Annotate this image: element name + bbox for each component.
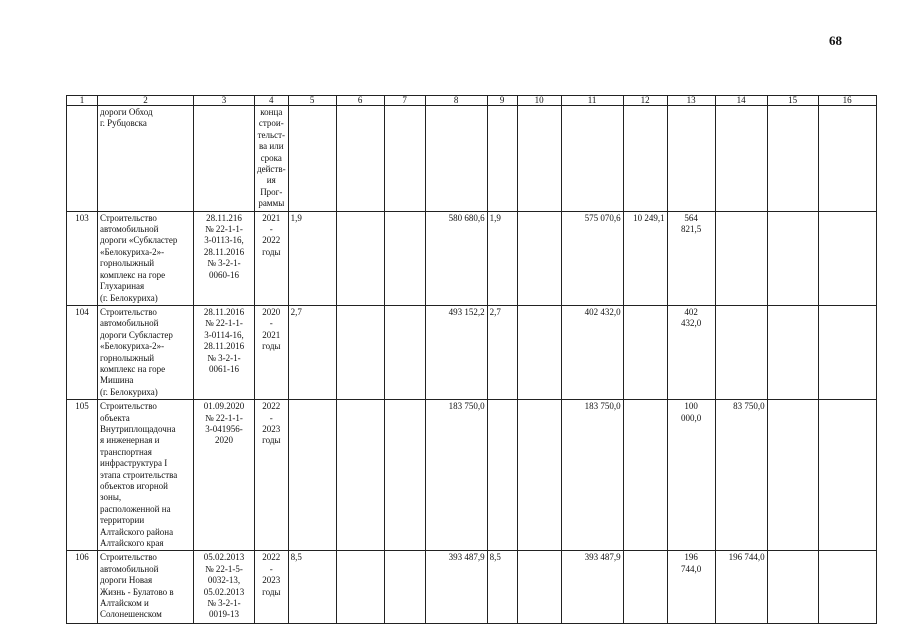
- table-cell-col-11: 575 070,6: [561, 211, 623, 305]
- table-cell-col-3: 05.02.2013 № 22-1-5- 0032-13, 05.02.2013 № 3-2-1- 0019-13: [194, 551, 255, 624]
- table-row: [67, 211, 877, 305]
- table-cell-col-14: 196 744,0: [715, 551, 767, 624]
- table-cell-col-2: Строительство автомобильной дороги Субкластер «Белокуриха-2»- горнолыжный комплекс на горе Мишина (г. Белокуриха): [98, 305, 194, 399]
- table-cell-col-13: 402 432,0: [667, 305, 715, 399]
- table-cell-col-15: [767, 106, 818, 212]
- table-cell-col-7: [384, 551, 425, 624]
- table-cell-col-16: [818, 551, 876, 624]
- table-cell-col-15: [767, 305, 818, 399]
- table-cell-col-11: 402 432,0: [561, 305, 623, 399]
- table-cell-col-4: 2022 - 2023 годы: [255, 551, 289, 624]
- table-cell-col-12: [623, 106, 667, 212]
- table-cell-col-16: [818, 305, 876, 399]
- table-cell-col-2: Строительство объекта Внутриплощадочна я инженерная и транспортная инфраструктура I этапа строительства объектов игорной зоны, расположенной на территории Алтайского района Алтайского края: [98, 400, 194, 551]
- column-number: 2: [98, 96, 194, 106]
- table-cell-col-8: 393 487,9: [425, 551, 487, 624]
- table-cell-col-9: [487, 106, 517, 212]
- table-cell-col-11: 393 487,9: [561, 551, 623, 624]
- table-row: [67, 106, 877, 212]
- table-cell-col-4: 2021 - 2022 годы: [255, 211, 289, 305]
- table-cell-col-5: 8,5: [288, 551, 336, 624]
- column-number: 8: [425, 96, 487, 106]
- column-number: 1: [67, 96, 98, 106]
- column-number: 16: [818, 96, 876, 106]
- table-cell-col-7: [384, 106, 425, 212]
- table-cell-col-8: 580 680,6: [425, 211, 487, 305]
- table-cell-col-10: [517, 400, 561, 551]
- table-cell-col-6: [336, 551, 384, 624]
- column-number: 15: [767, 96, 818, 106]
- table-cell-col-13: 196 744,0: [667, 551, 715, 624]
- column-number: 5: [288, 96, 336, 106]
- table-cell-col-9: 2,7: [487, 305, 517, 399]
- table-row: [67, 400, 877, 551]
- table-cell-col-16: [818, 211, 876, 305]
- table-row: [67, 551, 877, 624]
- table-cell-col-14: 83 750,0: [715, 400, 767, 551]
- table-cell-col-12: [623, 400, 667, 551]
- table-cell-col-6: [336, 305, 384, 399]
- column-number-row: [67, 96, 877, 106]
- column-number: 12: [623, 96, 667, 106]
- table-cell-col-10: [517, 305, 561, 399]
- table-cell-col-2: Строительство автомобильной дороги Новая Жизнь - Булатово в Алтайском и Солонешенском: [98, 551, 194, 624]
- table-cell-col-8: [425, 106, 487, 212]
- table-cell-col-13: 100 000,0: [667, 400, 715, 551]
- table-cell-col-1: [67, 106, 98, 212]
- table-cell-col-11: 183 750,0: [561, 400, 623, 551]
- table-cell-col-12: [623, 305, 667, 399]
- table-cell-col-10: [517, 551, 561, 624]
- table-cell-col-5: 1,9: [288, 211, 336, 305]
- column-number: 10: [517, 96, 561, 106]
- column-number: 6: [336, 96, 384, 106]
- table-cell-col-3: 28.11.216 № 22-1-1- 3-0113-16, 28.11.2016 № 3-2-1- 0060-16: [194, 211, 255, 305]
- column-number: 11: [561, 96, 623, 106]
- table-cell-col-9: 1,9: [487, 211, 517, 305]
- table-cell-col-10: [517, 211, 561, 305]
- table-cell-col-13: 564 821,5: [667, 211, 715, 305]
- table-cell-col-7: [384, 211, 425, 305]
- table-cell-col-6: [336, 106, 384, 212]
- table-cell-col-3: 28.11.2016 № 22-1-1- 3-0114-16, 28.11.2016 № 3-2-1- 0061-16: [194, 305, 255, 399]
- column-number: 7: [384, 96, 425, 106]
- table-cell-col-7: [384, 305, 425, 399]
- program-table: [66, 95, 877, 624]
- table-cell-col-2: Строительство автомобильной дороги «Субкластер «Белокуриха-2»- горнолыжный комплекс на горе Глухариная (г. Белокуриха): [98, 211, 194, 305]
- table-cell-col-15: [767, 211, 818, 305]
- table-cell-col-15: [767, 551, 818, 624]
- table-cell-col-1: 104: [67, 305, 98, 399]
- table-cell-col-9: 8,5: [487, 551, 517, 624]
- table-cell-col-6: [336, 211, 384, 305]
- table-cell-col-8: 493 152,2: [425, 305, 487, 399]
- table-cell-col-11: [561, 106, 623, 212]
- column-number: 9: [487, 96, 517, 106]
- table-cell-col-5: [288, 400, 336, 551]
- table-cell-col-5: [288, 106, 336, 212]
- table-cell-col-16: [818, 400, 876, 551]
- column-number: 13: [667, 96, 715, 106]
- table-cell-col-9: [487, 400, 517, 551]
- table-cell-col-16: [818, 106, 876, 212]
- table-cell-col-10: [517, 106, 561, 212]
- table-cell-col-15: [767, 400, 818, 551]
- table-cell-col-1: 106: [67, 551, 98, 624]
- table-cell-col-1: 105: [67, 400, 98, 551]
- table-cell-col-5: 2,7: [288, 305, 336, 399]
- page-number: 68: [829, 33, 842, 48]
- table-cell-col-4: конца строи- тельст- ва или срока действ- ия Прог- раммы: [255, 106, 289, 212]
- table-cell-col-1: 103: [67, 211, 98, 305]
- table-cell-col-14: [715, 211, 767, 305]
- table-cell-col-12: [623, 551, 667, 624]
- table-cell-col-8: 183 750,0: [425, 400, 487, 551]
- table-cell-col-12: 10 249,1: [623, 211, 667, 305]
- table-cell-col-4: 2022 - 2023 годы: [255, 400, 289, 551]
- table-cell-col-14: [715, 305, 767, 399]
- table-cell-col-7: [384, 400, 425, 551]
- table-cell-col-13: [667, 106, 715, 212]
- table-cell-col-3: 01.09.2020 № 22-1-1- 3-041956- 2020: [194, 400, 255, 551]
- table-cell-col-2: дороги Обход г. Рубцовска: [98, 106, 194, 212]
- table-cell-col-6: [336, 400, 384, 551]
- column-number: 3: [194, 96, 255, 106]
- table-cell-col-3: [194, 106, 255, 212]
- column-number: 14: [715, 96, 767, 106]
- table-row: [67, 305, 877, 399]
- column-number: 4: [255, 96, 289, 106]
- table-cell-col-14: [715, 106, 767, 212]
- table-cell-col-4: 2020 - 2021 годы: [255, 305, 289, 399]
